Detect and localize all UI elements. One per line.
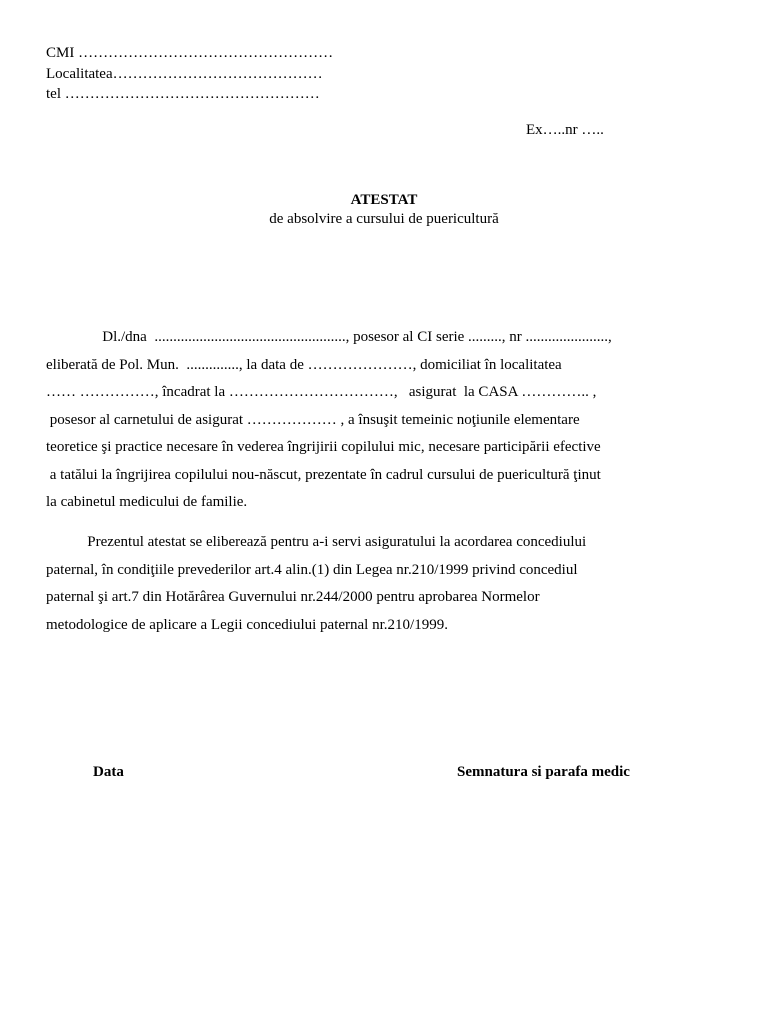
paragraph-line: eliberată de Pol. Mun. .............., la data de …………………, domiciliat în localitatea [46,356,562,373]
paragraph-line: …… ……………, încadrat la ……………………………, asigurat la CASA ………….. , [46,384,597,400]
ex-nr: Ex…..nr ….. [526,122,604,138]
header-localitatea: Localitatea…………………………………… [46,66,323,82]
paragraph-purpose [46,529,722,639]
paragraph-line: a tatălui la îngrijirea copilului nou-născut, prezentate în cadrul cursului de puericultură ţinut [46,466,601,483]
paragraph-line: paternal şi art.7 din Hotărârea Guvernului nr.244/2000 pentru aprobarea Normelor [46,589,540,605]
paragraph-line: posesor al carnetului de asigurat ……………… , a însuşit temeinic noţiunile elementare [46,411,580,428]
paragraph-main [46,324,722,517]
header-cmi: CMI …………………………………………… [46,45,334,61]
document-subtitle: de absolvire a cursului de puericultură [269,211,499,227]
paragraph-line: la cabinetul medicului de familie. [46,494,248,510]
paragraph-line: teoretice şi practice necesare în vederea îngrijirii copilului mic, necesare participării efective [46,439,601,455]
document-title: ATESTAT [350,192,418,208]
paragraph-line: Dl./dna ..................................................., posesor al CI serie ........., nr ......................, [46,329,612,345]
paragraph-line: metodologice de aplicare a Legii concediului paternal nr.210/1999. [46,616,448,633]
signature-medic-label: Semnatura si parafa medic [457,764,630,780]
paragraph-line: Prezentul atestat se eliberează pentru a-i servi asiguratului la acordarea concediului [46,534,587,550]
header-tel: tel …………………………………………… [46,86,320,102]
paragraph-line: paternal, în condiţiile prevederilor art.4 alin.(1) din Legea nr.210/1999 privind concediul [46,561,578,578]
signature-date-label: Data [93,764,124,780]
